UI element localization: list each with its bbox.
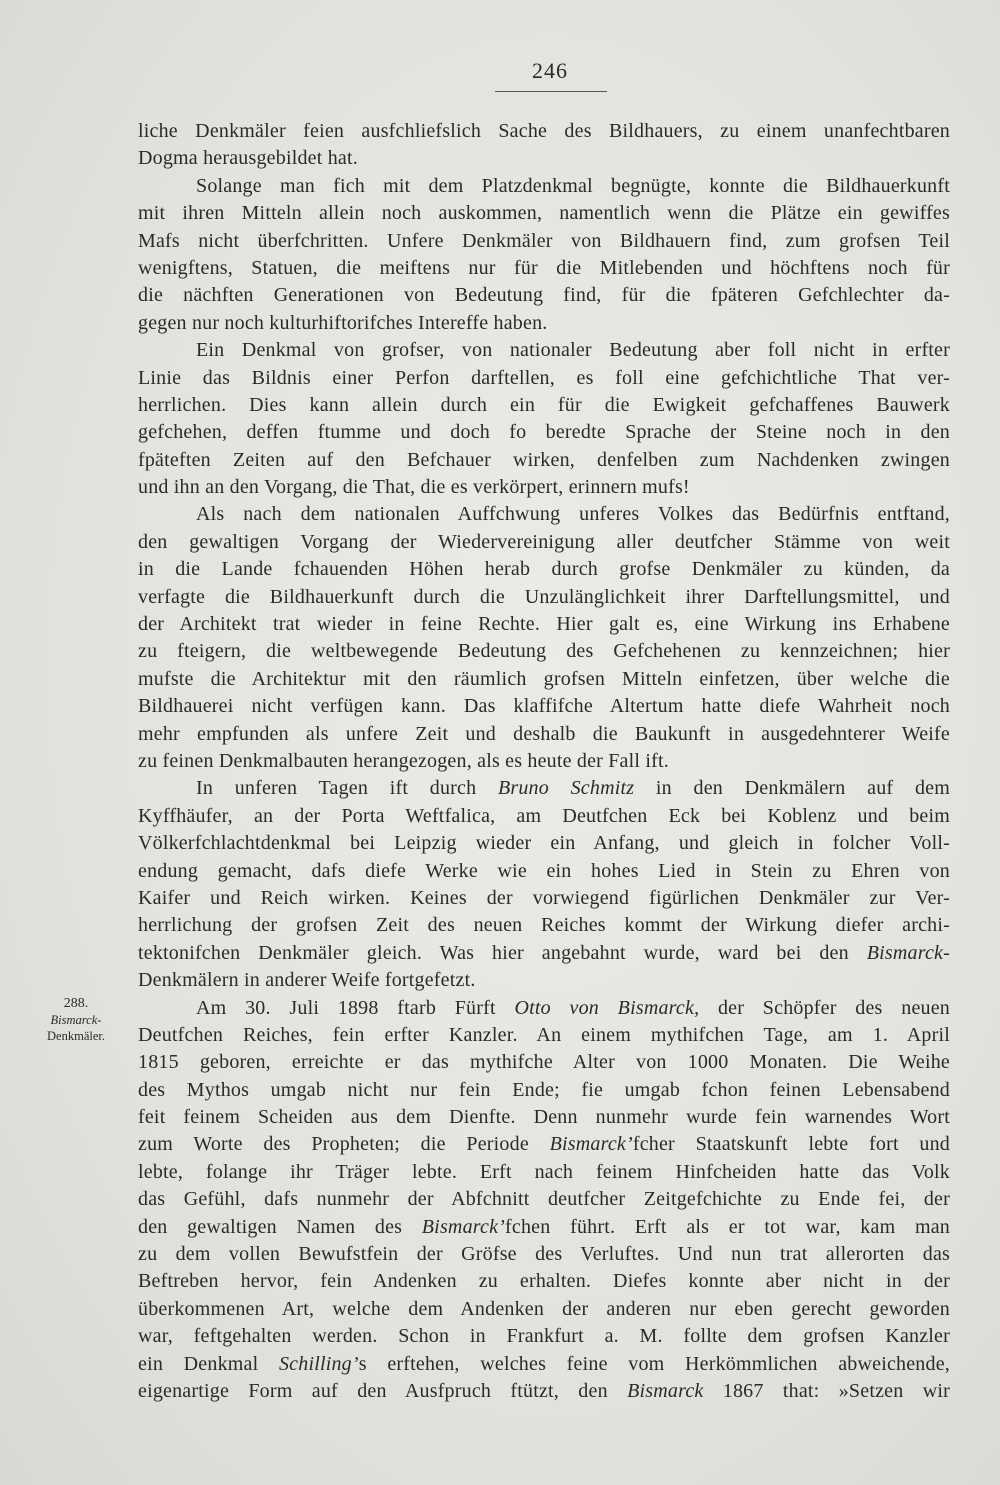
text-line: gefchehen, deffen ftumme und doch fo beredte Sprache der Steine noch in den (138, 421, 950, 444)
text-line: liche Denkmäler feien ausfchliefslich Sache des Bildhauers, zu einem unanfechtbaren (138, 120, 950, 142)
body-text (138, 118, 950, 1405)
text-line: zu fteigern, die weltbewegende Bedeutung des Gefchehenen zu kennzeichnen; hier (138, 640, 950, 663)
italic-name: Bismarck’ (421, 1215, 506, 1238)
text-line: Ein Denkmal von grofser, von nationaler Bedeutung aber foll nicht in erfter (196, 339, 950, 362)
text-line: wenigftens, Statuen, die meiftens nur für die Mitlebenden und höchftens noch für (138, 256, 950, 279)
italic-name: Schilling’ (278, 1352, 359, 1375)
text-line (138, 1131, 950, 1158)
text-line: 1815 geboren, erreichte er das mythifche Alter von 1000 Monaten. Die Weihe (138, 1051, 950, 1074)
margin-note-number: 288. (63, 996, 89, 1011)
page-number-rule (495, 91, 607, 92)
text-run: 1867 that: »Setzen wir (703, 1379, 950, 1402)
text-line: in die Lande fchauenden Höhen herab durch grofse Denkmäler zu künden, da (138, 558, 950, 581)
text-run: fcher Staatskunft lebte fort und (632, 1133, 950, 1156)
text-line: feit feinem Scheiden aus dem Dienfte. Denn nunmehr wurde fein warnendes Wort (138, 1106, 950, 1129)
text-run: fchen führt. Erft als er tot war, kam man (505, 1215, 950, 1238)
text-line: zu feinen Denkmalbauten herangezogen, als es heute der Fall ift. (138, 749, 669, 772)
text-run: eigenartige Form auf den Ausfpruch ftützt, den (138, 1379, 628, 1402)
page-number: 246 (532, 58, 568, 83)
paragraph (138, 995, 950, 1406)
text-line: Völkerfchlachtdenkmal bei Leipzig wieder ein Anfang, und gleich in folcher Voll- (138, 832, 950, 855)
text-line: Denkmälern in anderer Weife fortgefetzt. (138, 969, 476, 992)
text-line: Als nach dem nationalen Auffchwung unferes Volkes das Bedürfnis entftand, (196, 503, 950, 526)
text-line (138, 1378, 950, 1405)
text-run: In unferen Tagen ift durch (196, 777, 498, 800)
text-line: und ihn an den Vorgang, die That, die es verkörpert, erinnern mufs! (138, 476, 690, 499)
italic-name: Bismarck (627, 1379, 704, 1402)
text-line: den gewaltigen Vorgang der Wiedervereinigung aller deutfcher Stämme von weit (138, 530, 950, 553)
text-line: endung gemacht, dafs diefe Werke wie ein hohes Lied in Stein zu Ehren von (138, 859, 950, 882)
text-run: in den Denkmälern auf dem (634, 777, 950, 800)
text-line: Mafs nicht überfchritten. Unfere Denkmäler von Bildhauern find, zum grofsen Teil (138, 229, 950, 252)
margin-note-title-rest: Denkmäler. (47, 1029, 105, 1043)
text-line (138, 940, 950, 967)
text-line: das Gefühl, dafs nunmehr der Abfchnitt deutfcher Zeitgefchichte zu Ende fei, der (138, 1188, 950, 1211)
text-line: mit ihren Mitteln allein noch auskommen, namentlich wenn die Plätze ein gewiffes (138, 202, 950, 225)
text-line (138, 1351, 950, 1378)
italic-name: Bismarck- (866, 941, 950, 964)
text-line: mehr empfunden als unfere Zeit und deshalb die Baukunft in ausgedehnterer Weife (138, 722, 950, 745)
text-line (138, 995, 950, 1022)
text-run: Am 30. Juli 1898 ftarb Fürft (196, 996, 515, 1019)
text-line: überkommenen Art, welche dem Andenken der anderen nur eben gerecht geworden (138, 1297, 950, 1320)
text-line: Kaifer und Reich wirken. Keines der vorwiegend figürlichen Denkmäler zur Ver- (138, 886, 950, 909)
paragraph (138, 118, 950, 173)
paragraph (138, 501, 950, 775)
text-line: die nächften Generationen von Bedeutung find, für die fpäteren Gefchlechter da- (138, 284, 950, 307)
text-line: Beftreben hervor, fein Andenken zu erhalten. Diefes konnte aber nicht in der (138, 1270, 950, 1293)
paragraph (138, 173, 950, 337)
text-line (138, 775, 950, 802)
margin-note-title: Bismarck- (50, 1013, 102, 1027)
text-run: den gewaltigen Namen des (138, 1215, 422, 1238)
text-run: , der Schöpfer des neuen (694, 996, 950, 1019)
italic-name: Otto von Bismarck (514, 996, 695, 1019)
text-line: Solange man fich mit dem Platzdenkmal begnügte, konnte die Bildhauerkunft (196, 174, 950, 197)
text-line: gegen nur noch kulturhiftorifches Intereffe haben. (138, 311, 548, 334)
italic-name: Bruno Schmitz (497, 777, 635, 800)
italic-name: Bismarck’ (549, 1133, 633, 1156)
text-run: zum Worte des Propheten; die Periode (138, 1133, 550, 1156)
text-run: tektonifchen Denkmäler gleich. Was hier angebahnt wurde, ward bei den (138, 941, 867, 964)
text-line: Bildhauerei nicht verfügen kann. Das klaffifche Altertum hatte diefe Wahrheit noch (138, 695, 950, 718)
text-line: herrlichung der grofsen Zeit des neuen Reiches kommt der Wirkung diefer archi- (138, 914, 950, 937)
text-line: herrlichen. Dies kann allein durch ein für die Ewigkeit gefchaffenes Bauwerk (138, 393, 950, 416)
text-run: s erftehen, welches feine vom Herkömmlichen abweichende, (358, 1352, 950, 1375)
paragraph (138, 337, 950, 501)
text-line: des Mythos umgab nicht nur fein Ende; fie umgab fchon feinen Lebensabend (138, 1078, 950, 1101)
text-line: Linie das Bildnis einer Perfon darftellen, es foll eine gefchichtliche That ver- (138, 366, 950, 389)
text-line (138, 1214, 950, 1241)
text-line: fpäteften Zeiten auf den Befchauer wirken, denfelben zum Nachdenken zwingen (138, 448, 950, 471)
paragraph (138, 775, 950, 994)
text-line: zu dem vollen Bewufstfein der Gröfse des Verluftes. Und nun trat allerorten das (138, 1243, 950, 1266)
text-line: verfagte die Bildhauerkunft durch die Unzulänglichkeit ihrer Darftellungsmittel, und (138, 585, 950, 608)
text-line: mufste die Architektur mit den räumlich grofsen Mitteln einfetzen, über welche die (138, 667, 950, 690)
text-line: der Architekt trat wieder in feine Rechte. Hier galt es, eine Wirkung ins Erhabene (138, 613, 950, 636)
text-run: ein Denkmal (138, 1352, 279, 1375)
margin-note (22, 996, 130, 1044)
text-line: Deutfchen Reiches, fein erfter Kanzler. An einem mythifchen Tage, am 1. April (138, 1023, 950, 1046)
text-line: Dogma herausgebildet hat. (138, 147, 358, 170)
text-line: Kyffhäufer, an der Porta Weftfalica, am Deutfchen Eck bei Koblenz und beim (138, 804, 950, 827)
text-line: lebte, folange ihr Träger lebte. Erft nach feinem Hinfcheiden hatte das Volk (138, 1160, 950, 1183)
text-line: war, feftgehalten werden. Schon in Frankfurt a. M. follte dem grofsen Kanzler (138, 1325, 950, 1348)
